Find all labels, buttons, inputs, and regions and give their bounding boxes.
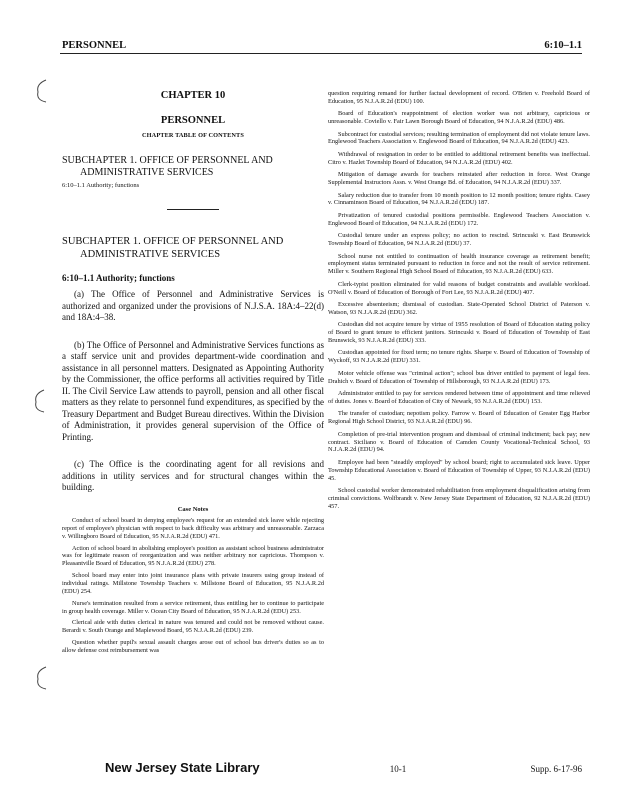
case-note: School nurse not entitled to continuation of health insurance coverage as retirement benefit; employment status terminated pursuant to reduction in force and not the result of service retirement. Miller v. Southern Regional High School Board of Education, 93 N.J.A.R.2d (EDU) 633. [328,252,590,276]
library-stamp: New Jersey State Library [105,760,260,775]
case-note: School custodial worker demonstrated rehabilitation from employment disqualification arising from criminal convictions. Wolfbrandt v. New Jersey State Department of Education, 92 N.J.A.R.2d (EDU) 457. [328,487,590,510]
supplement-date: Supp. 6-17-96 [530,764,582,774]
binder-mark-icon [26,388,48,414]
binder-mark-icon [28,78,50,104]
case-note: Custodian appointed for fixed term; no tenure rights. Sharpe v. Board of Education of Township of Wyckoff, 93 N.J.A.R.2d (EDU) 331. [328,349,590,365]
case-note: Conduct of school board in denying employee's request for an extended sick leave while rejecting report of employee's physician with respect to back difficulty was arbitrary and unreasonable. Zarzaca v. Willingboro Board of Education, 95 N.J.A.R.2d (EDU) 471. [62,516,324,540]
subchapter-heading [62,236,324,261]
binder-mark-icon [28,665,50,691]
case-note: Board of Education's reappointment of election worker was not arbitrary, capricious or unreasonable. Coviello v. Fair Lawn Borough Board of Education, 94 N.J.A.R.2d (EDU) 486. [328,110,590,126]
case-note: Nurse's termination resulted from a service retirement, thus entitling her to continue to participate in group health coverage. Miller v. Ocean City Board of Education, 95 N.J.A.R.2d (EDU) 253. [62,599,324,615]
toc-label: CHAPTER TABLE OF CONTENTS [142,132,244,139]
page-number: 10-1 [389,764,407,774]
chapter-title: PERSONNEL [160,115,226,126]
case-note: Completion of pre-trial intervention program and dismissal of criminal indictment; back pay; new contract. Siciliano v. Board of Education of Camden County Vocational-Technical School, 93 N.J.A.R.2d (EDU) 94. [328,430,590,454]
page-footer [105,760,582,775]
toc-item: 6:10–1.1 Authority; functions [62,182,140,189]
case-notes-title: Case Notes [177,505,209,513]
case-note: Excessive absenteeism; dismissal of custodian. State-Operated School District of Paterson v. Watson, 93 N.J.A.R.2d (EDU) 362. [328,300,590,316]
case-note: Employee had been "steadily employed" by school board; right to accumulated sick leave. Upper Township Educational Association v. Board of Education of Township of Upper, 93 N.J.A.R.2d (EDU) 45. [328,458,590,482]
running-header [62,40,582,51]
case-note: School board may enter into joint insurance plans with private insurers using group instead of individual ratings. Millstone Township Teachers v. Millstone Board of Education, 95 N.J.A.R.2d (EDU) 254. [62,572,324,595]
subchapter-heading-line2: ADMINISTRATIVE SERVICES [80,248,221,260]
case-note: Subcontract for custodial services; resulting termination of employment did not violate tenure laws. Englewood Teachers Association v. Englewood Board of Education, 94 N.J.A.R.2d (EDU) 423. [328,130,590,146]
case-note: Salary reduction due to transfer from 10 month position to 12 month position; tenure rights. Casey v. Cinnaminson Board of Education, 94 N.J.A.R.2d (EDU) 187. [328,191,590,207]
case-note: Mitigation of damage awards for teachers reinstated after reduction in force. West Orange Supplemental Instructors Assn. v. West Orange Bd. of Education, 94 N.J.A.R.2d (EDU) 337. [328,171,590,187]
paragraph-c: (c) The Office is the coordinating agent for all revisions and additions in utility services and for structural changes within the building. [62,459,324,493]
header-rule [60,53,582,54]
case-note: Action of school board in abolishing employee's position as assistant school business administrator was for legitimate reason of reorganization and was neither arbitrary nor capricious. Thompson v. Pleasantville Board of Education, 95 N.J.A.R.2d (EDU) 278. [62,544,324,568]
paragraph-b: (b) The Office of Personnel and Administrative Services functions as a staff service unit and provides department-wide coordination and assistance in all personnel matters. Designated as Appointing Authority by the Commissioner, the office performs all activities required by Title II. The Civil Service Law attends to payroll, pension and all other fiscal matters as they relate to personnel fund expenditures, as specified by the Treasury Department and Budget Bureau directives. Within the Division of Administration, it provides general supervision of the Office of Printing. [62,339,324,442]
left-column [62,90,324,655]
case-note: The transfer of custodian; nepotism policy. Farrow v. Board of Education of Greater Egg Harbor Regional High School District, 93 N.J.A.R.2d (EDU) 96. [328,410,590,426]
case-note: Privatization of tenured custodial positions permissible. Englewood Teachers Association v. Englewood Board of Education, 94 N.J.A.R.2d (EDU) 172. [328,211,590,227]
subchapter-heading-line1: SUBCHAPTER 1. OFFICE OF PERSONNEL AND [62,236,284,247]
case-note: Withdrawal of resignation in order to be entitled to additional retirement benefits was ineffectual. Citro v. Hazlet Township Board of Education, 94 N.J.A.R.2d (EDU) 402. [328,150,590,166]
header-right: 6:10–1.1 [544,40,582,51]
case-note: Clerk-typist position eliminated for valid reasons of budget constraints and available workload. O'Neill v. Board of Education of Borough of Fort Lee, 93 N.J.A.R.2d (EDU) 407. [328,280,590,296]
paragraph-a: (a) The Office of Personnel and Administrative Services is authorized and organized under the provisions of N.J.S.A. 18A:4–22(d) and 18A:4–38. [62,289,324,323]
right-column [328,90,590,515]
chapter-number: CHAPTER 10 [160,90,226,101]
case-note: Motor vehicle offense was "criminal action"; school bus driver entitled to payment of legal fees. Drahich v. Board of Education of Township of Hillsborough, 93 N.J.A.R.2d (EDU) 173. [328,369,590,385]
case-note: question requiring remand for further factual development of record. O'Brien v. Freehold Board of Education, 95 N.J.A.R.2d (EDU) 100. [328,90,590,105]
section-heading: 6:10–1.1 Authority; functions [62,273,175,284]
case-note: Custodian did not acquire tenure by virtue of 1955 resolution of Board of Education stating policy of Board to grant tenure to efficient janitors. Strincuski v. Board of Education of Township of East Brunswick, 93 N.J.A.R.2d (EDU) 333. [328,321,590,345]
section-divider [167,209,219,210]
case-note: Question whether pupil's sexual assault charges arose out of school bus driver's duties so as to allow defense cost reimbursement was [62,639,324,654]
case-note: Clerical aide with duties clerical in nature was tenured and could not be removed without cause. Berardi v. South Orange and Maplewood Board, 95 N.J.A.R.2d (EDU) 239. [62,619,324,635]
header-left: PERSONNEL [62,40,127,51]
case-note: Administrator entitled to pay for services rendered between time of appointment and time relieved of duties. Jones v. Board of Education of City of Newark, 93 N.J.A.R.2d (EDU) 153. [328,390,590,405]
toc-subchapter-line2: ADMINISTRATIVE SERVICES [80,167,214,178]
case-note: Custodial tenure under an express policy; no action to rescind. Strincuski v. East Brunswick Township Board of Education, 94 N.J.A.R.2d (EDU) 37. [328,232,590,248]
toc-subchapter [62,155,324,179]
toc-subchapter-line1: SUBCHAPTER 1. OFFICE OF PERSONNEL AND [62,155,273,166]
